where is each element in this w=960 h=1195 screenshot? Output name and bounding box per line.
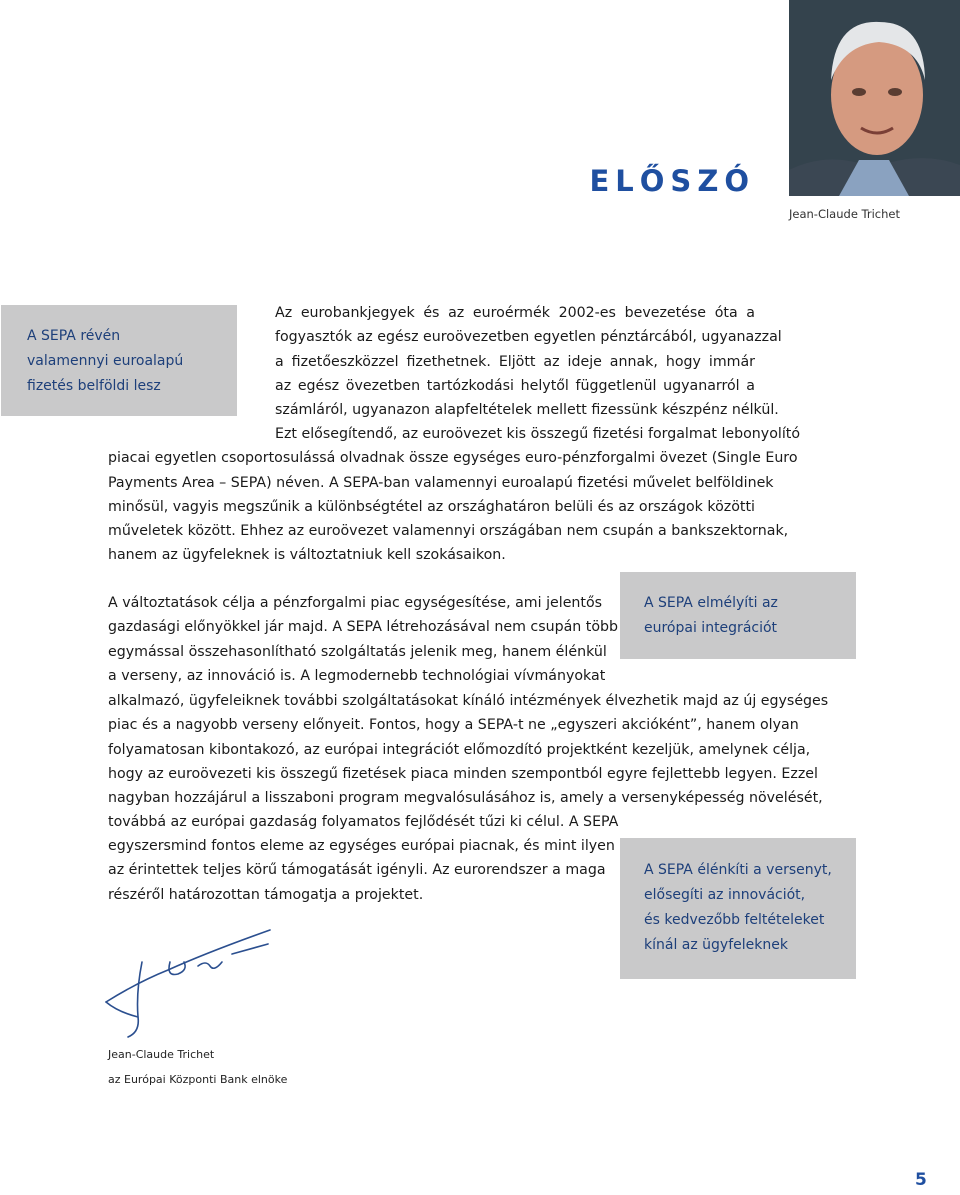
sidebar-line: valamennyi euroalapú (27, 353, 184, 369)
text-line: hanem az ügyfeleknek is változtatniuk kell szokásaikon. (108, 547, 506, 564)
sidebar-box (620, 838, 856, 979)
sidebar-line: európai integrációt (644, 620, 778, 636)
text-line: Az eurobankjegyek és az euroérmék 2002-es bevezetése óta a (275, 305, 755, 321)
text-line: a verseny, az innováció is. A legmodernebb technológiai vívmányokat (108, 667, 606, 684)
sidebar-line: és kedvezőbb feltételeket (644, 912, 825, 928)
text-line: fogyasztók az egész euroövezetben egyetlen pénztárcából, ugyanazzal (275, 329, 782, 346)
text-line: műveletek között. Ehhez az euroövezet valamennyi országában nem csupán a bankszektornak, (108, 523, 789, 540)
text-line: az érintettek teljes körű támogatását igényli. Az eurorendszer a maga (108, 862, 606, 879)
sidebar-line: A SEPA révén (27, 328, 121, 344)
text-line: Ezt elősegítendő, az euroövezet kis összegű fizetési forgalmat lebonyolító (275, 426, 801, 442)
sidebar-line: A SEPA élénkíti a versenyt, (644, 862, 832, 878)
author-portrait-photo (789, 0, 960, 196)
text-line: piac és a nagyobb verseny előnyeit. Fontos, hogy a SEPA-t ne „egyszeri akcióként”, hanem olyan (108, 717, 799, 734)
sidebar-line: fizetés belföldi lesz (27, 378, 161, 394)
signatory-name: Jean-Claude Trichet (108, 1048, 215, 1061)
body-paragraph (108, 689, 829, 835)
text-line: hogy az euroövezeti kis összegű fizetések piaca minden szempontból egyre fejlettebb legyen. Ezzel (108, 765, 818, 782)
body-paragraph (108, 591, 619, 688)
body-paragraph (275, 301, 782, 422)
sidebar-line: A SEPA elmélyíti az (644, 595, 778, 611)
text-line: piacai egyetlen csoportosulássá olvadnak össze egységes euro-pénzforgalmi övezet (Single Euro (108, 450, 798, 467)
text-line: számláról, ugyanazon alapfeltételek mellett fizessünk készpénz nélkül. (275, 402, 779, 419)
text-line: egyszersmind fontos eleme az egységes európai piacnak, és mint ilyen (108, 838, 615, 854)
photo-caption: Jean-Claude Trichet (789, 207, 900, 221)
text-line: alkalmazó, ügyfeleiknek további szolgáltatásokat kínáló intézmények élvezhetik majd az új egységes (108, 693, 829, 709)
body-paragraph (108, 834, 615, 907)
text-line: részéről határozottan támogatja a projektet. (108, 886, 424, 903)
text-line: a fizetőeszközzel fizethetnek. Eljött az ideje annak, hogy immár (275, 353, 755, 370)
page-title: ELŐSZÓ (589, 164, 755, 198)
sidebar-box (1, 305, 237, 416)
sidebar-line: elősegíti az innovációt, (644, 887, 806, 903)
body-paragraph (108, 422, 801, 568)
handwritten-signature (98, 922, 278, 1042)
signatory-role: az Európai Központi Bank elnöke (108, 1073, 288, 1086)
text-line: nagyban hozzájárul a lisszaboni program megvalósulásához is, amely a versenyképesség növelését, (108, 790, 823, 807)
text-line: az egész övezetben tartózkodási helytől függetlenül ugyanarról a (275, 377, 755, 394)
sidebar-box (620, 572, 856, 659)
text-line: folyamatosan kibontakozó, az európai integrációt előmozdító projektként kezeljük, amelynek célja, (108, 741, 811, 758)
text-line: minősül, vagyis megszűnik a különbségtétel az országhatáron belüli és az országok közötti (108, 498, 755, 515)
page-number: 5 (915, 1170, 927, 1190)
text-line: egymással összehasonlítható szolgáltatás jelenik meg, hanem élénkül (108, 643, 607, 660)
sidebar-line: kínál az ügyfeleknek (644, 937, 788, 953)
text-line: Payments Area – SEPA) néven. A SEPA-ban valamennyi euroalapú fizetési művelet belföldinek (108, 474, 774, 491)
text-line: gazdasági előnyökkel jár majd. A SEPA létrehozásával nem csupán több (108, 619, 619, 636)
text-line: továbbá az európai gazdaság folyamatos fejlődését tűzi ki célul. A SEPA (108, 814, 619, 831)
text-line: A változtatások célja a pénzforgalmi piac egységesítése, ami jelentős (108, 595, 603, 611)
